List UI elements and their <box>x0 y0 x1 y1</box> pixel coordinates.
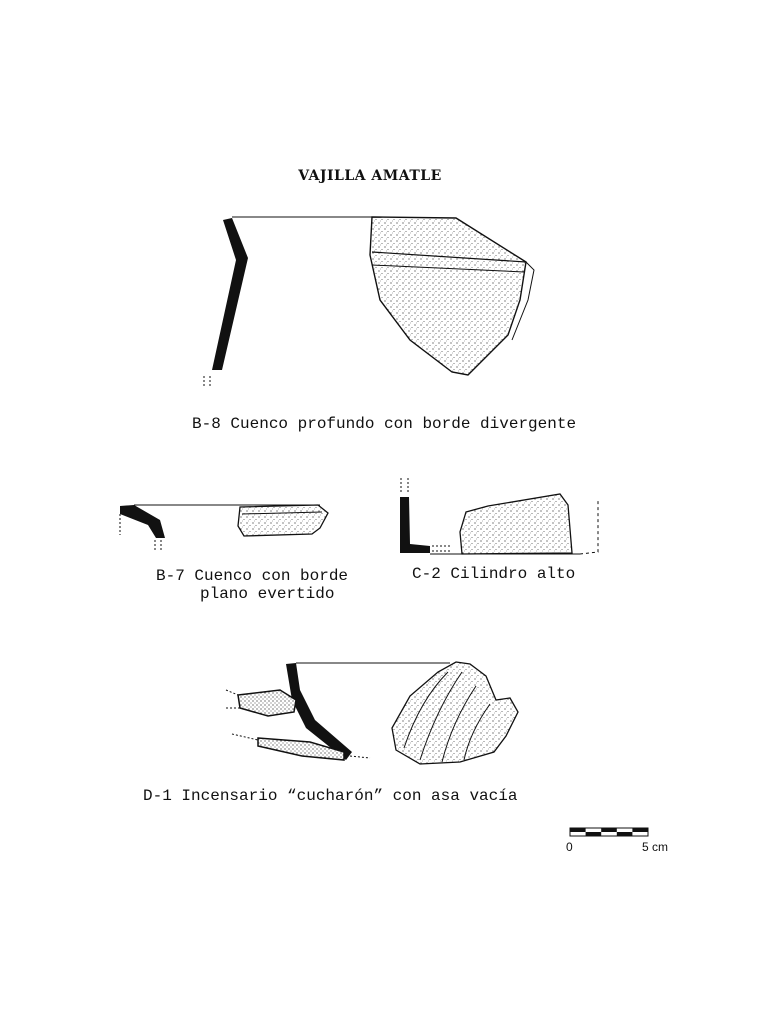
c2-sherd <box>460 494 572 554</box>
caption-c2: C-2 Cilindro alto <box>412 565 576 583</box>
scale-segment <box>586 832 602 836</box>
figure-c2-drawing <box>400 478 598 554</box>
b7-profile <box>120 505 165 538</box>
scale-segment <box>632 828 648 832</box>
scale-segment <box>570 828 586 832</box>
page-title: VAJILLA AMATLE <box>298 168 442 184</box>
scale-bar <box>570 828 648 836</box>
b8-sherd <box>370 217 526 375</box>
scale-end-label: 5 cm <box>642 840 669 854</box>
c2-profile <box>400 497 430 553</box>
d1-handle-upper <box>238 690 296 716</box>
scale-start-label: 0 <box>566 840 573 854</box>
d1-sherd <box>392 662 518 764</box>
scale-segment <box>601 828 617 832</box>
figure-d1-drawing <box>226 662 518 764</box>
figure-b8-drawing <box>204 217 534 388</box>
caption-b7-line2: plano evertido <box>200 585 335 603</box>
caption-b7-line1: B-7 Cuenco con borde <box>156 567 349 585</box>
scale-segment <box>617 832 633 836</box>
b7-sherd <box>238 505 328 536</box>
b8-profile <box>212 218 248 370</box>
caption-d1: D-1 Incensario “cucharón” con asa vacía <box>143 787 518 805</box>
caption-b8: B-8 Cuenco profundo con borde divergente <box>192 415 577 433</box>
figure-b7-drawing <box>120 505 328 550</box>
